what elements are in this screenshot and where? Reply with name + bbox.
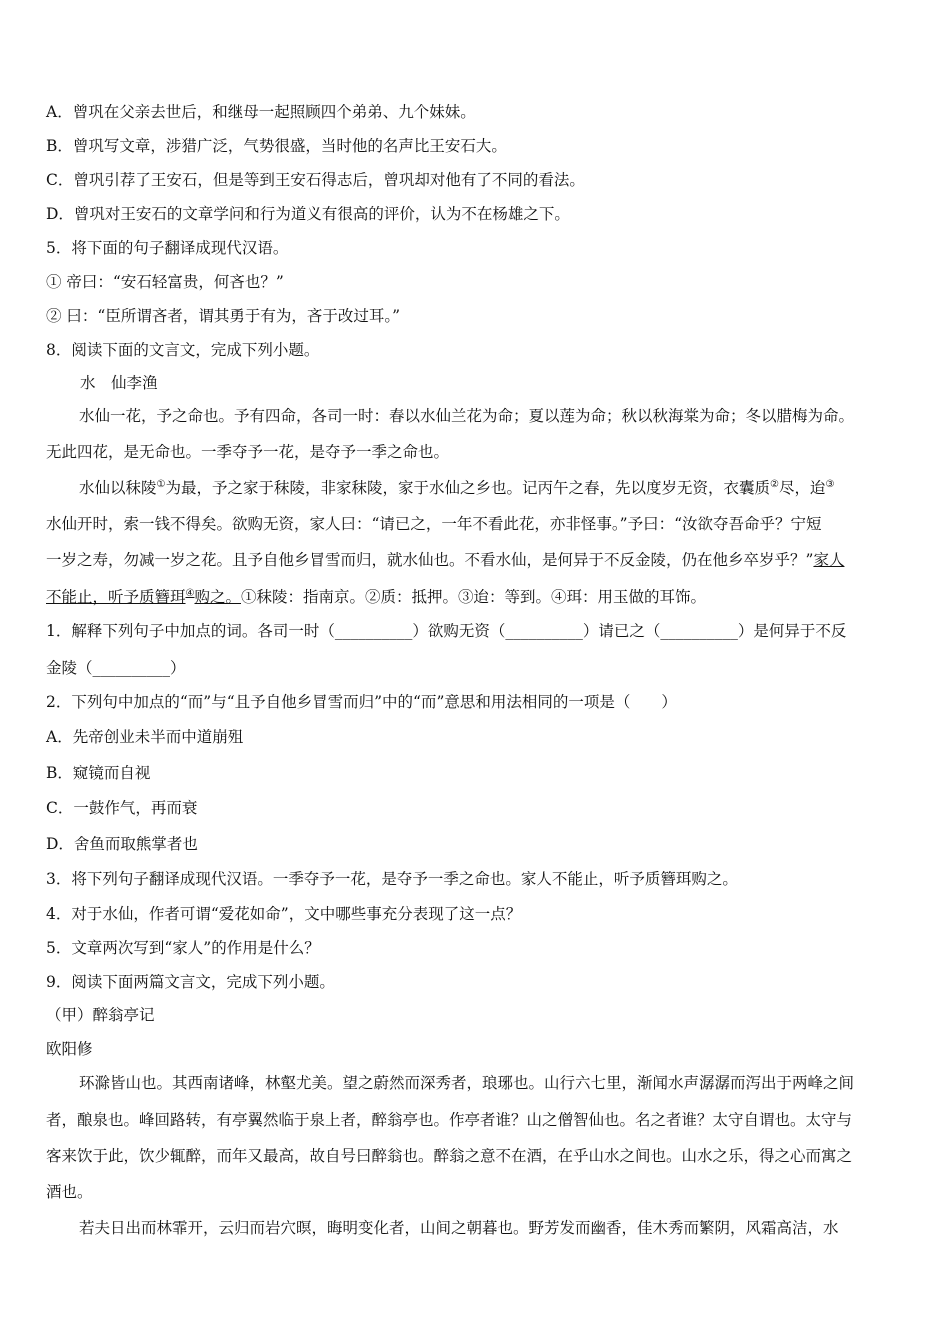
q4-option-c: C．曾巩引荐了王安石，但是等到王安石得志后，曾巩却对他有了不同的看法。 [46, 171, 585, 189]
q5-sentence-1: ① 帝曰：“安石轻富贵，何吝也？” [46, 273, 284, 291]
underlined-text: 购之。 [194, 588, 241, 606]
footnote-marker: ④ [185, 587, 195, 599]
q4-option-a: A．曾巩在父亲去世后，和继母一起照顾四个弟弟、九个妹妹。 [46, 103, 476, 121]
q8-2-option-d: D．舍鱼而取熊掌者也 [46, 835, 198, 853]
shuixian-title: 水 仙李渔 [80, 374, 158, 392]
q5-stem: 5．将下面的句子翻译成现代汉语。 [46, 239, 289, 257]
q8-3: 3．将下列句子翻译成现代汉语。一季夺予一花，是夺予一季之命也。家人不能止，听予质簪珥购之。 [46, 870, 738, 888]
zuiweng-paragraph-1-line-4: 酒也。 [46, 1183, 93, 1201]
q8-2-stem: 2．下列句中加点的“而”与“且予自他乡冒雪而归”中的“而”意思和用法相同的一项是（ ） [46, 693, 677, 711]
q8-stem: 8．阅读下面的文言文，完成下列小题。 [46, 341, 320, 359]
zuiweng-paragraph-1-line-1: 环滁皆山也。其西南诸峰，林壑尤美。望之蔚然而深秀者，琅琊也。山行六七里，渐闻水声潺潺而泻出于两峰之间 [79, 1074, 855, 1092]
shuixian-paragraph-1-line-1: 水仙一花，予之命也。予有四命，各司一时：春以水仙兰花为命；夏以莲为命；秋以秋海棠为命；冬以腊梅为命。 [79, 407, 855, 425]
q4-option-d: D．曾巩对王安石的文章学问和行为道义有很高的评价，认为不在杨雄之下。 [46, 205, 570, 223]
footnote-marker: ② [770, 478, 779, 490]
q8-5: 5．文章两次写到“家人”的作用是什么？ [46, 939, 320, 957]
q8-2-option-b: B．窥镜而自视 [46, 764, 151, 782]
zuiweng-paragraph-1-line-2: 者，酿泉也。峰回路转，有亭翼然临于泉上者，醉翁亭也。作亭者谁？山之僧智仙也。名之者谁？太守自谓也。太守与 [46, 1111, 853, 1129]
q8-2-option-c: C．一鼓作气，再而衰 [46, 799, 198, 817]
zuiweng-paragraph-1-line-3: 客来饮于此，饮少辄醉，而年又最高，故自号曰醉翁也。醉翁之意不在酒，在乎山水之间也。山水之乐，得之心而寓之 [46, 1147, 853, 1165]
q8-1-line-2: 金陵（__________） [46, 659, 186, 677]
footnote-marker: ③ [825, 478, 835, 490]
shuixian-paragraph-1-line-2: 无此四花，是无命也。一季夺予一花，是夺予一季之命也。 [46, 443, 450, 461]
text-segment: 尽，迨 [778, 479, 826, 497]
text-segment: 为最，予之家于秣陵，非家秣陵，家于水仙之乡也。记丙午之春，先以度岁无资，衣囊质 [165, 479, 770, 497]
q5-sentence-2: ② 曰：“臣所谓吝者，谓其勇于有为，吝于改过耳。” [46, 307, 401, 325]
underlined-text: 家人 [813, 551, 845, 569]
shuixian-paragraph-2-line-2: 水仙开时，索一钱不得矣。欲购无资，家人曰：“请已之，一年不看此花，亦非怪事。”予曰：“汝欲夺吾命乎？宁短 [46, 515, 822, 533]
zuiweng-title: （甲）醉翁亭记 [46, 1006, 155, 1024]
zuiweng-paragraph-2-line-1: 若夫日出而林霏开，云归而岩穴暝，晦明变化者，山间之朝暮也。野芳发而幽香，佳木秀而繁阴，风霜高洁，水 [79, 1219, 839, 1237]
q9-stem: 9．阅读下面两篇文言文，完成下列小题。 [46, 973, 335, 991]
q8-1-line-1: 1．解释下列句子中加点的词。各司一时（__________）欲购无资（__________）请已之（__________）是何异于不反 [46, 622, 847, 640]
underlined-text: 不能止，听予质簪珥 [46, 588, 186, 606]
q4-option-b: B．曾巩写文章，涉猎广泛，气势很盛，当时他的名声比王安石大。 [46, 137, 507, 155]
q8-4: 4．对于水仙，作者可谓“爱花如命”，文中哪些事充分表现了这一点？ [46, 905, 522, 923]
shuixian-paragraph-2-line-3 [46, 549, 844, 571]
shuixian-paragraph-2-line-1 [79, 477, 834, 499]
footnotes: ①秣陵：指南京。②质：抵押。③迨：等到。④珥：用玉做的耳饰。 [241, 588, 707, 606]
text-segment: 一岁之寿，勿减一岁之花。且予自他乡冒雪而归，就水仙也。不看水仙，是何异于不反金陵，仍在他乡卒岁乎？” [46, 551, 814, 569]
shuixian-paragraph-2-line-4 [46, 586, 706, 608]
text-segment: 水仙以秣陵 [79, 479, 157, 497]
q8-2-option-a: A．先帝创业未半而中道崩殂 [46, 728, 244, 746]
footnote-marker: ① [156, 478, 166, 490]
zuiweng-author: 欧阳修 [46, 1040, 93, 1058]
